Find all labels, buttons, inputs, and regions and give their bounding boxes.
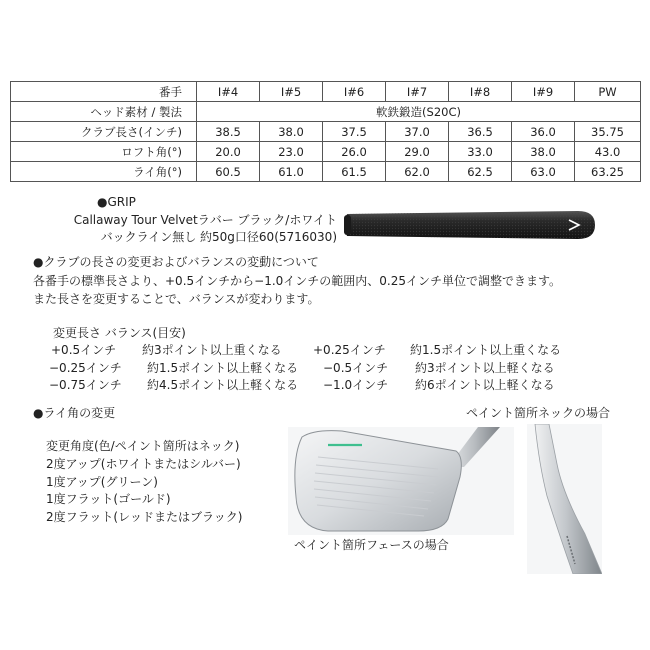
cell: 63.25 bbox=[575, 162, 641, 182]
grip-heading: ●GRIP bbox=[97, 195, 136, 209]
cell: 35.75 bbox=[575, 122, 641, 142]
cell: 37.0 bbox=[386, 122, 449, 142]
lie-item: 2度アップ(ホワイトまたはシルバー) bbox=[46, 457, 241, 471]
column-header: I#9 bbox=[512, 82, 575, 102]
column-header: I#8 bbox=[449, 82, 512, 102]
grip-description-line1: Callaway Tour Velvetラバー ブラック/ホワイト bbox=[73, 213, 337, 227]
table-row bbox=[11, 122, 641, 142]
lie-item: 2度フラット(レッドまたはブラック) bbox=[46, 510, 243, 524]
cell: 33.0 bbox=[449, 142, 512, 162]
balance-effect: 約1.5ポイント以上重くなる bbox=[410, 343, 562, 357]
length-balance-desc2: また長さを変更することで、バランスが変わります。 bbox=[33, 292, 320, 306]
material-row bbox=[11, 102, 641, 122]
row-label: クラブ長さ(インチ) bbox=[11, 122, 197, 142]
length-balance-table-header: 変更長さ バランス(目安) bbox=[53, 326, 186, 340]
header-label: 番手 bbox=[11, 82, 197, 102]
club-neck-image bbox=[527, 424, 602, 574]
length-balance-desc1: 各番手の標準長さより、+0.5インチから−1.0インチの範囲内、0.25インチ単位で調整できます。 bbox=[33, 274, 562, 288]
balance-effect: 約4.5ポイント以上軽くなる bbox=[147, 378, 299, 392]
length-change: −0.75インチ bbox=[49, 378, 122, 392]
table-row bbox=[11, 162, 641, 182]
column-header: I#4 bbox=[197, 82, 260, 102]
cell: 62.5 bbox=[449, 162, 512, 182]
cell: 38.5 bbox=[197, 122, 260, 142]
lie-item: 1度フラット(ゴールド) bbox=[46, 492, 171, 506]
grip-image bbox=[343, 209, 599, 241]
table-header-row bbox=[11, 82, 641, 102]
cell: 60.5 bbox=[197, 162, 260, 182]
cell: 20.0 bbox=[197, 142, 260, 162]
table-row bbox=[11, 142, 641, 162]
balance-effect: 約3ポイント以上重くなる bbox=[142, 343, 282, 357]
balance-effect: 約3ポイント以上軽くなる bbox=[415, 361, 555, 375]
lie-heading: ●ライ角の変更 bbox=[33, 406, 116, 420]
row-label: ライ角(°) bbox=[11, 162, 197, 182]
cell: 43.0 bbox=[575, 142, 641, 162]
column-header: I#6 bbox=[323, 82, 386, 102]
cell: 63.0 bbox=[512, 162, 575, 182]
lie-item: 1度アップ(グリーン) bbox=[46, 475, 158, 489]
cell: 23.0 bbox=[260, 142, 323, 162]
length-change: +0.25インチ bbox=[313, 343, 386, 357]
row-label: ロフト角(°) bbox=[11, 142, 197, 162]
length-change: +0.5インチ bbox=[51, 343, 117, 357]
face-caption: ペイント箇所フェースの場合 bbox=[294, 538, 449, 552]
lie-header: 変更角度(色/ペイント箇所はネック) bbox=[46, 439, 240, 453]
balance-effect: 約1.5ポイント以上軽くなる bbox=[147, 361, 299, 375]
length-balance-heading: ●クラブの長さの変更およびバランスの変動について bbox=[33, 255, 319, 269]
column-header: I#7 bbox=[386, 82, 449, 102]
column-header: PW bbox=[575, 82, 641, 102]
cell: 38.0 bbox=[260, 122, 323, 142]
length-change: −0.25インチ bbox=[49, 361, 122, 375]
cell: 26.0 bbox=[323, 142, 386, 162]
neck-caption: ペイント箇所ネックの場合 bbox=[466, 406, 611, 420]
cell: 38.0 bbox=[512, 142, 575, 162]
column-header: I#5 bbox=[260, 82, 323, 102]
cell: 37.5 bbox=[323, 122, 386, 142]
material-value: 軟鉄鍛造(S20C) bbox=[197, 102, 641, 122]
row-label: ヘッド素材 / 製法 bbox=[11, 102, 197, 122]
club-face-image bbox=[288, 427, 514, 535]
length-change: −1.0インチ bbox=[323, 378, 389, 392]
cell: 61.0 bbox=[260, 162, 323, 182]
cell: 61.5 bbox=[323, 162, 386, 182]
grip-description-line2: バックライン無し 約50g口径60(5716030) bbox=[100, 230, 337, 244]
cell: 62.0 bbox=[386, 162, 449, 182]
cell: 36.5 bbox=[449, 122, 512, 142]
balance-effect: 約6ポイント以上軽くなる bbox=[415, 378, 555, 392]
cell: 36.0 bbox=[512, 122, 575, 142]
cell: 29.0 bbox=[386, 142, 449, 162]
spec-table bbox=[10, 81, 641, 182]
length-change: −0.5インチ bbox=[323, 361, 389, 375]
